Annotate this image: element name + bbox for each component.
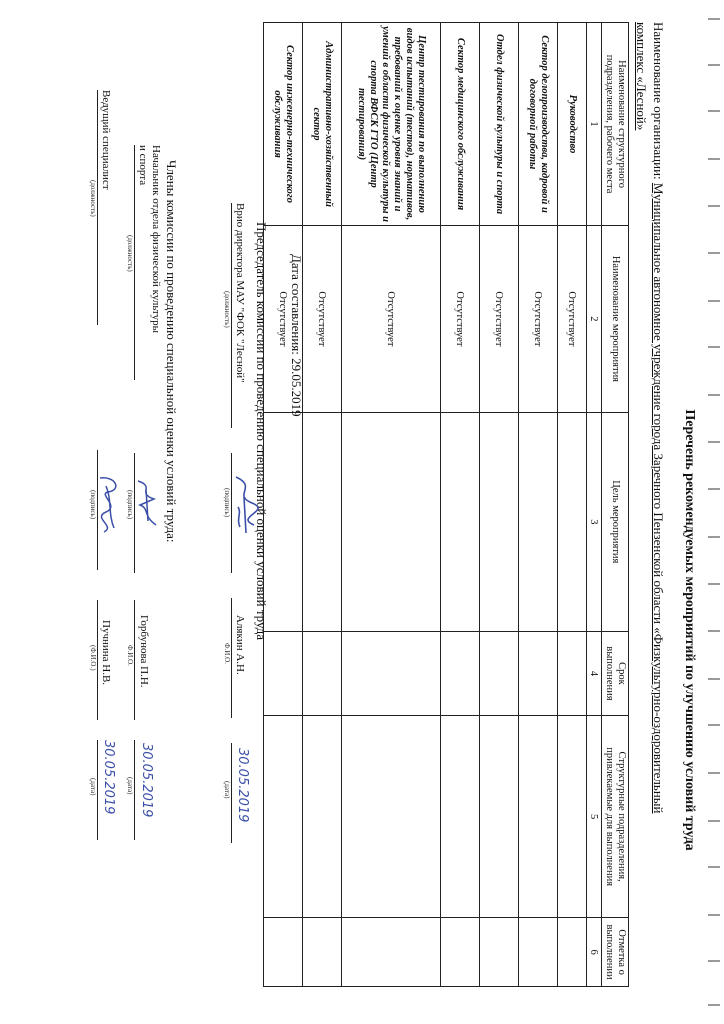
member-signature-icon (132, 475, 162, 535)
measure-cell: Отсутствует (264, 226, 303, 413)
organization-label: Наименование организации: (651, 22, 666, 180)
member-signature-row (118, 145, 162, 985)
caption-signature: (подпись) (89, 490, 97, 520)
measure-cell: Отсутствует (558, 226, 587, 413)
departments-cell (342, 716, 441, 918)
goal-cell (441, 412, 480, 631)
completion-cell (264, 918, 303, 987)
underline (134, 600, 135, 720)
deadline-cell (264, 631, 303, 715)
header-departments: Структурные подразделения, привлекаемые для выполнения (602, 716, 629, 918)
column-number-row (587, 23, 602, 987)
member-position: Ведущий специалист (100, 90, 112, 190)
caption-date: (дата) (223, 781, 231, 799)
column-number: 3 (587, 412, 602, 631)
organization-name-line2: комплекс «Лесной» (634, 22, 649, 131)
completion-cell (342, 918, 441, 987)
unit-cell: Отдел физической культуры и спорта (480, 23, 519, 226)
column-number: 2 (587, 226, 602, 413)
header-completion-mark: Отметка о выполнении (602, 918, 629, 987)
goal-cell (480, 412, 519, 631)
unit-cell: Сектор медицинского обслуживания (441, 23, 480, 226)
table-row (342, 23, 441, 987)
members-heading: Члены комиссии по проведению специальной оценки условий труда: (164, 160, 179, 543)
measure-cell: Отсутствует (342, 226, 441, 413)
caption-position: (должность) (89, 180, 97, 217)
table-row (264, 23, 303, 987)
table-row (441, 23, 480, 987)
departments-cell (441, 716, 480, 918)
header-deadline: Срок выполнения (602, 631, 629, 715)
departments-cell (264, 716, 303, 918)
measure-cell: Отсутствует (480, 226, 519, 413)
unit-cell: Сектор делопроизводства, кадровой и договорной работы (519, 23, 558, 226)
deadline-cell (441, 631, 480, 715)
organization-name-line1: Муниципальное автономное учреждение города Заречного Пензенской области «Физкультурно-оздоровительный (651, 182, 666, 814)
caption-position: (должность) (126, 235, 134, 272)
compilation-date: Дата составления: 29.05.2019 (289, 254, 304, 417)
column-number: 5 (587, 716, 602, 918)
member-name: Пучнина Н.В. (100, 620, 112, 686)
departments-cell (558, 716, 587, 918)
chairman-position: Врио директора МАУ "ФОК "Лесной" (234, 203, 246, 383)
chairman-signature-icon (228, 473, 262, 543)
chairman-heading: Председатель комиссии по проведению специальной оценки условий труда (254, 222, 269, 641)
departments-cell (303, 716, 342, 918)
underline (134, 740, 135, 840)
member-position-line2: и спорта (137, 145, 149, 186)
goal-cell (519, 412, 558, 631)
header-measure: Наименование мероприятия (602, 226, 629, 413)
table-row (303, 23, 342, 987)
deadline-cell (519, 631, 558, 715)
member-signature-row (72, 90, 116, 990)
measure-cell: Отсутствует (519, 226, 558, 413)
completion-cell (303, 918, 342, 987)
member-position: Начальник отдела физической культуры (150, 145, 162, 333)
underline (134, 145, 135, 380)
chairman-signature-row (216, 203, 250, 983)
member-date: 30.05.2019 (139, 743, 154, 818)
caption-signature: (подпись) (126, 490, 134, 520)
table-row (480, 23, 519, 987)
unit-cell: Руководство (558, 23, 587, 226)
completion-cell (480, 918, 519, 987)
underline (97, 740, 98, 840)
caption-position: (должность) (223, 291, 231, 328)
departments-cell (480, 716, 519, 918)
organization-block (633, 22, 667, 982)
member-name: Горбунова П.Н. (138, 615, 150, 688)
unit-cell: Сектор инженерно-технического обслуживания (264, 23, 303, 226)
completion-cell (558, 918, 587, 987)
caption-signature: (подпись) (223, 488, 231, 518)
goal-cell (342, 412, 441, 631)
table-header-row (602, 23, 629, 987)
underline (231, 203, 232, 428)
member-date: 30.05.2019 (101, 740, 116, 815)
caption-name: Ф.И.О. (223, 643, 231, 664)
column-number: 4 (587, 631, 602, 715)
completion-cell (441, 918, 480, 987)
header-unit: Наименование структурного подразделения, рабочего места (602, 23, 629, 226)
deadline-cell (303, 631, 342, 715)
deadline-cell (480, 631, 519, 715)
table-row (558, 23, 587, 987)
deadline-cell (558, 631, 587, 715)
member-signature-icon (92, 470, 126, 540)
chairman-name: Алякин А.Н. (234, 615, 246, 675)
table-row (519, 23, 558, 987)
caption-name: Ф.И.О. (126, 645, 134, 666)
unit-cell: Центр тестирования по выполнению видов испытаний (тестов), нормативов, требований к оценке уровня знаний и умений в области физической культуры и спорта ВФСК ГТО (Центр тестирования) (342, 23, 441, 226)
caption-date: (дата) (89, 778, 97, 796)
header-goal: Цель мероприятия (602, 412, 629, 631)
goal-cell (303, 412, 342, 631)
column-number: 1 (587, 23, 602, 226)
chairman-date: 30.05.2019 (235, 748, 250, 823)
underline (231, 743, 232, 843)
completion-cell (519, 918, 558, 987)
unit-cell: Административно-хозяйственный сектор (303, 23, 342, 226)
measure-cell: Отсутствует (303, 226, 342, 413)
measures-table (263, 22, 629, 987)
underline (97, 600, 98, 720)
goal-cell (558, 412, 587, 631)
goal-cell (264, 412, 303, 631)
departments-cell (519, 716, 558, 918)
caption-name: (Ф.И.О.) (89, 645, 97, 671)
document-title: Перечень рекомендуемых мероприятий по улучшению условий труда (682, 409, 697, 851)
underline (97, 90, 98, 325)
column-number: 6 (587, 918, 602, 987)
deadline-cell (342, 631, 441, 715)
underline (231, 598, 232, 718)
caption-date: (дата) (126, 777, 134, 795)
measure-cell: Отсутствует (441, 226, 480, 413)
